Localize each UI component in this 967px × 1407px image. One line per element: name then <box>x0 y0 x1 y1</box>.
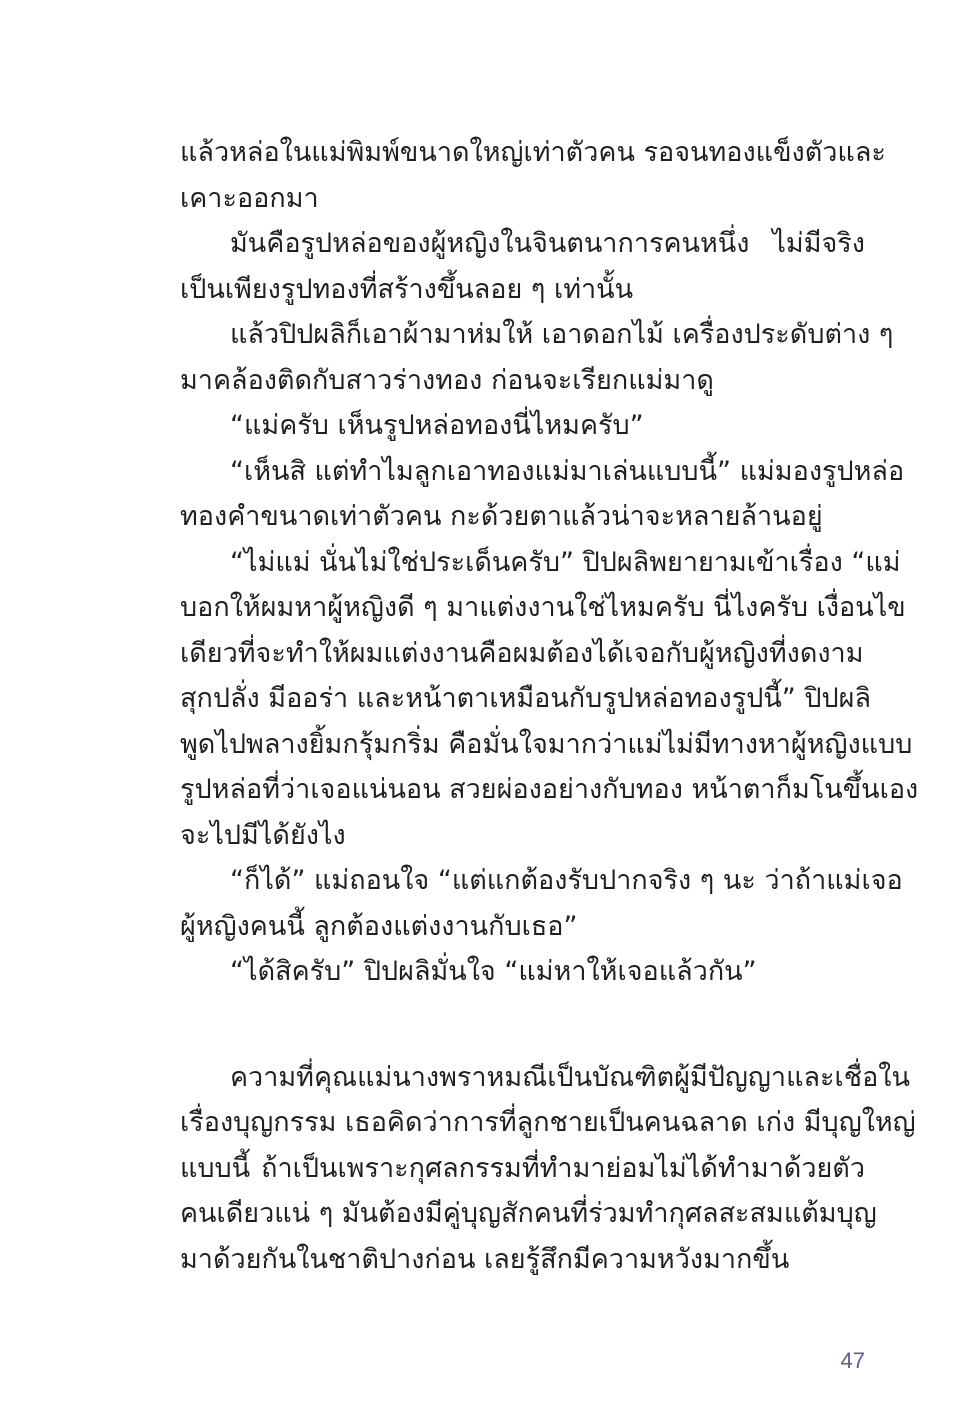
text-line: สุกปลั่ง มีออร่า และหน้าตาเหมือนกับรูปหล่อทองรูปนี้” ปิปผลิ <box>180 683 872 714</box>
text-line: ความที่คุณแม่นางพราหมณีเป็นบัณฑิตผู้มีปัญญาและเชื่อใน <box>230 1061 910 1093</box>
text-line: “ไม่แม่ นั่นไม่ใช่ประเด็นครับ” ปิปผลิพยายามเข้าเรื่อง “แม่ <box>230 546 901 578</box>
text-line: เป็นเพียงรูปทองที่สร้างขึ้นลอย ๆ เท่านั้น <box>180 273 634 305</box>
text-line: มาด้วยกันในชาติปางก่อน เลยรู้สึกมีความหวังมากขึ้น <box>180 1243 790 1275</box>
text-line: รูปหล่อที่ว่าเจอแน่นอน สวยผ่องอย่างกับทอง หน้าตาก็มโนขึ้นเอง <box>180 774 919 805</box>
text-line: “ก็ได้” แม่ถอนใจ “แต่แกต้องรับปากจริง ๆ นะ ว่าถ้าแม่เจอ <box>230 865 903 896</box>
text-line: มันคือรูปหล่อของผู้หญิงในจินตนาการคนหนึ่ง ไม่มีจริง <box>230 228 865 259</box>
page-body <box>180 130 919 1282</box>
text-line: มาคล้องติดกับสาวร่างทอง ก่อนจะเรียกแม่มาดู <box>180 364 714 396</box>
text-line: ทองคำขนาดเท่าตัวคน กะด้วยตาแล้วน่าจะหลายล้านอยู่ <box>180 501 823 532</box>
text-line: “ได้สิครับ” ปิปผลิมั่นใจ “แม่หาให้เจอแล้วกัน” <box>230 956 757 987</box>
text-line: เรื่องบุญกรรม เธอคิดว่าการที่ลูกชายเป็นคนฉลาด เก่ง มีบุญใหญ่ <box>180 1107 916 1138</box>
text-line: แล้วหล่อในแม่พิมพ์ขนาดใหญ่เท่าตัวคน รอจนทองแข็งตัวและ <box>180 137 886 168</box>
text-line: เคาะออกมา <box>180 182 319 214</box>
text-line: เดียวที่จะทำให้ผมแต่งงานคือผมต้องได้เจอกับผู้หญิงที่งดงาม <box>180 637 864 669</box>
text-line: “เห็นสิ แต่ทำไมลูกเอาทองแม่มาเล่นแบบนี้” แม่มองรูปหล่อ <box>230 455 905 487</box>
text-line: จะไปมีได้ยังไง <box>180 819 346 851</box>
text-line: แบบนี้ ถ้าเป็นเพราะกุศลกรรมที่ทำมาย่อมไม่ได้ทำมาด้วยตัว <box>180 1152 865 1184</box>
page-number: 47 <box>840 1348 865 1373</box>
text-line: ผู้หญิงคนนี้ ลูกต้องแต่งงานกับเธอ” <box>180 910 578 942</box>
section-gap <box>180 995 865 1055</box>
text-line: “แม่ครับ เห็นรูปหล่อทองนี่ไหมครับ” <box>230 410 644 441</box>
text-line: คนเดียวแน่ ๆ มันต้องมีคู่บุญสักคนที่ร่วมทำกุศลสะสมแต้มบุญ <box>180 1198 877 1229</box>
text-line: พูดไปพลางยิ้มกรุ้มกริ่ม คือมั่นใจมากว่าแม่ไม่มีทางหาผู้หญิงแบบ <box>180 728 913 760</box>
text-line: บอกให้ผมหาผู้หญิงดี ๆ มาแต่งงานใช่ไหมครับ นี่ไงครับ เงื่อนไข <box>180 592 906 623</box>
text-line: แล้วปิปผลิก็เอาผ้ามาห่มให้ เอาดอกไม้ เครื่องประดับต่าง ๆ <box>230 319 894 350</box>
